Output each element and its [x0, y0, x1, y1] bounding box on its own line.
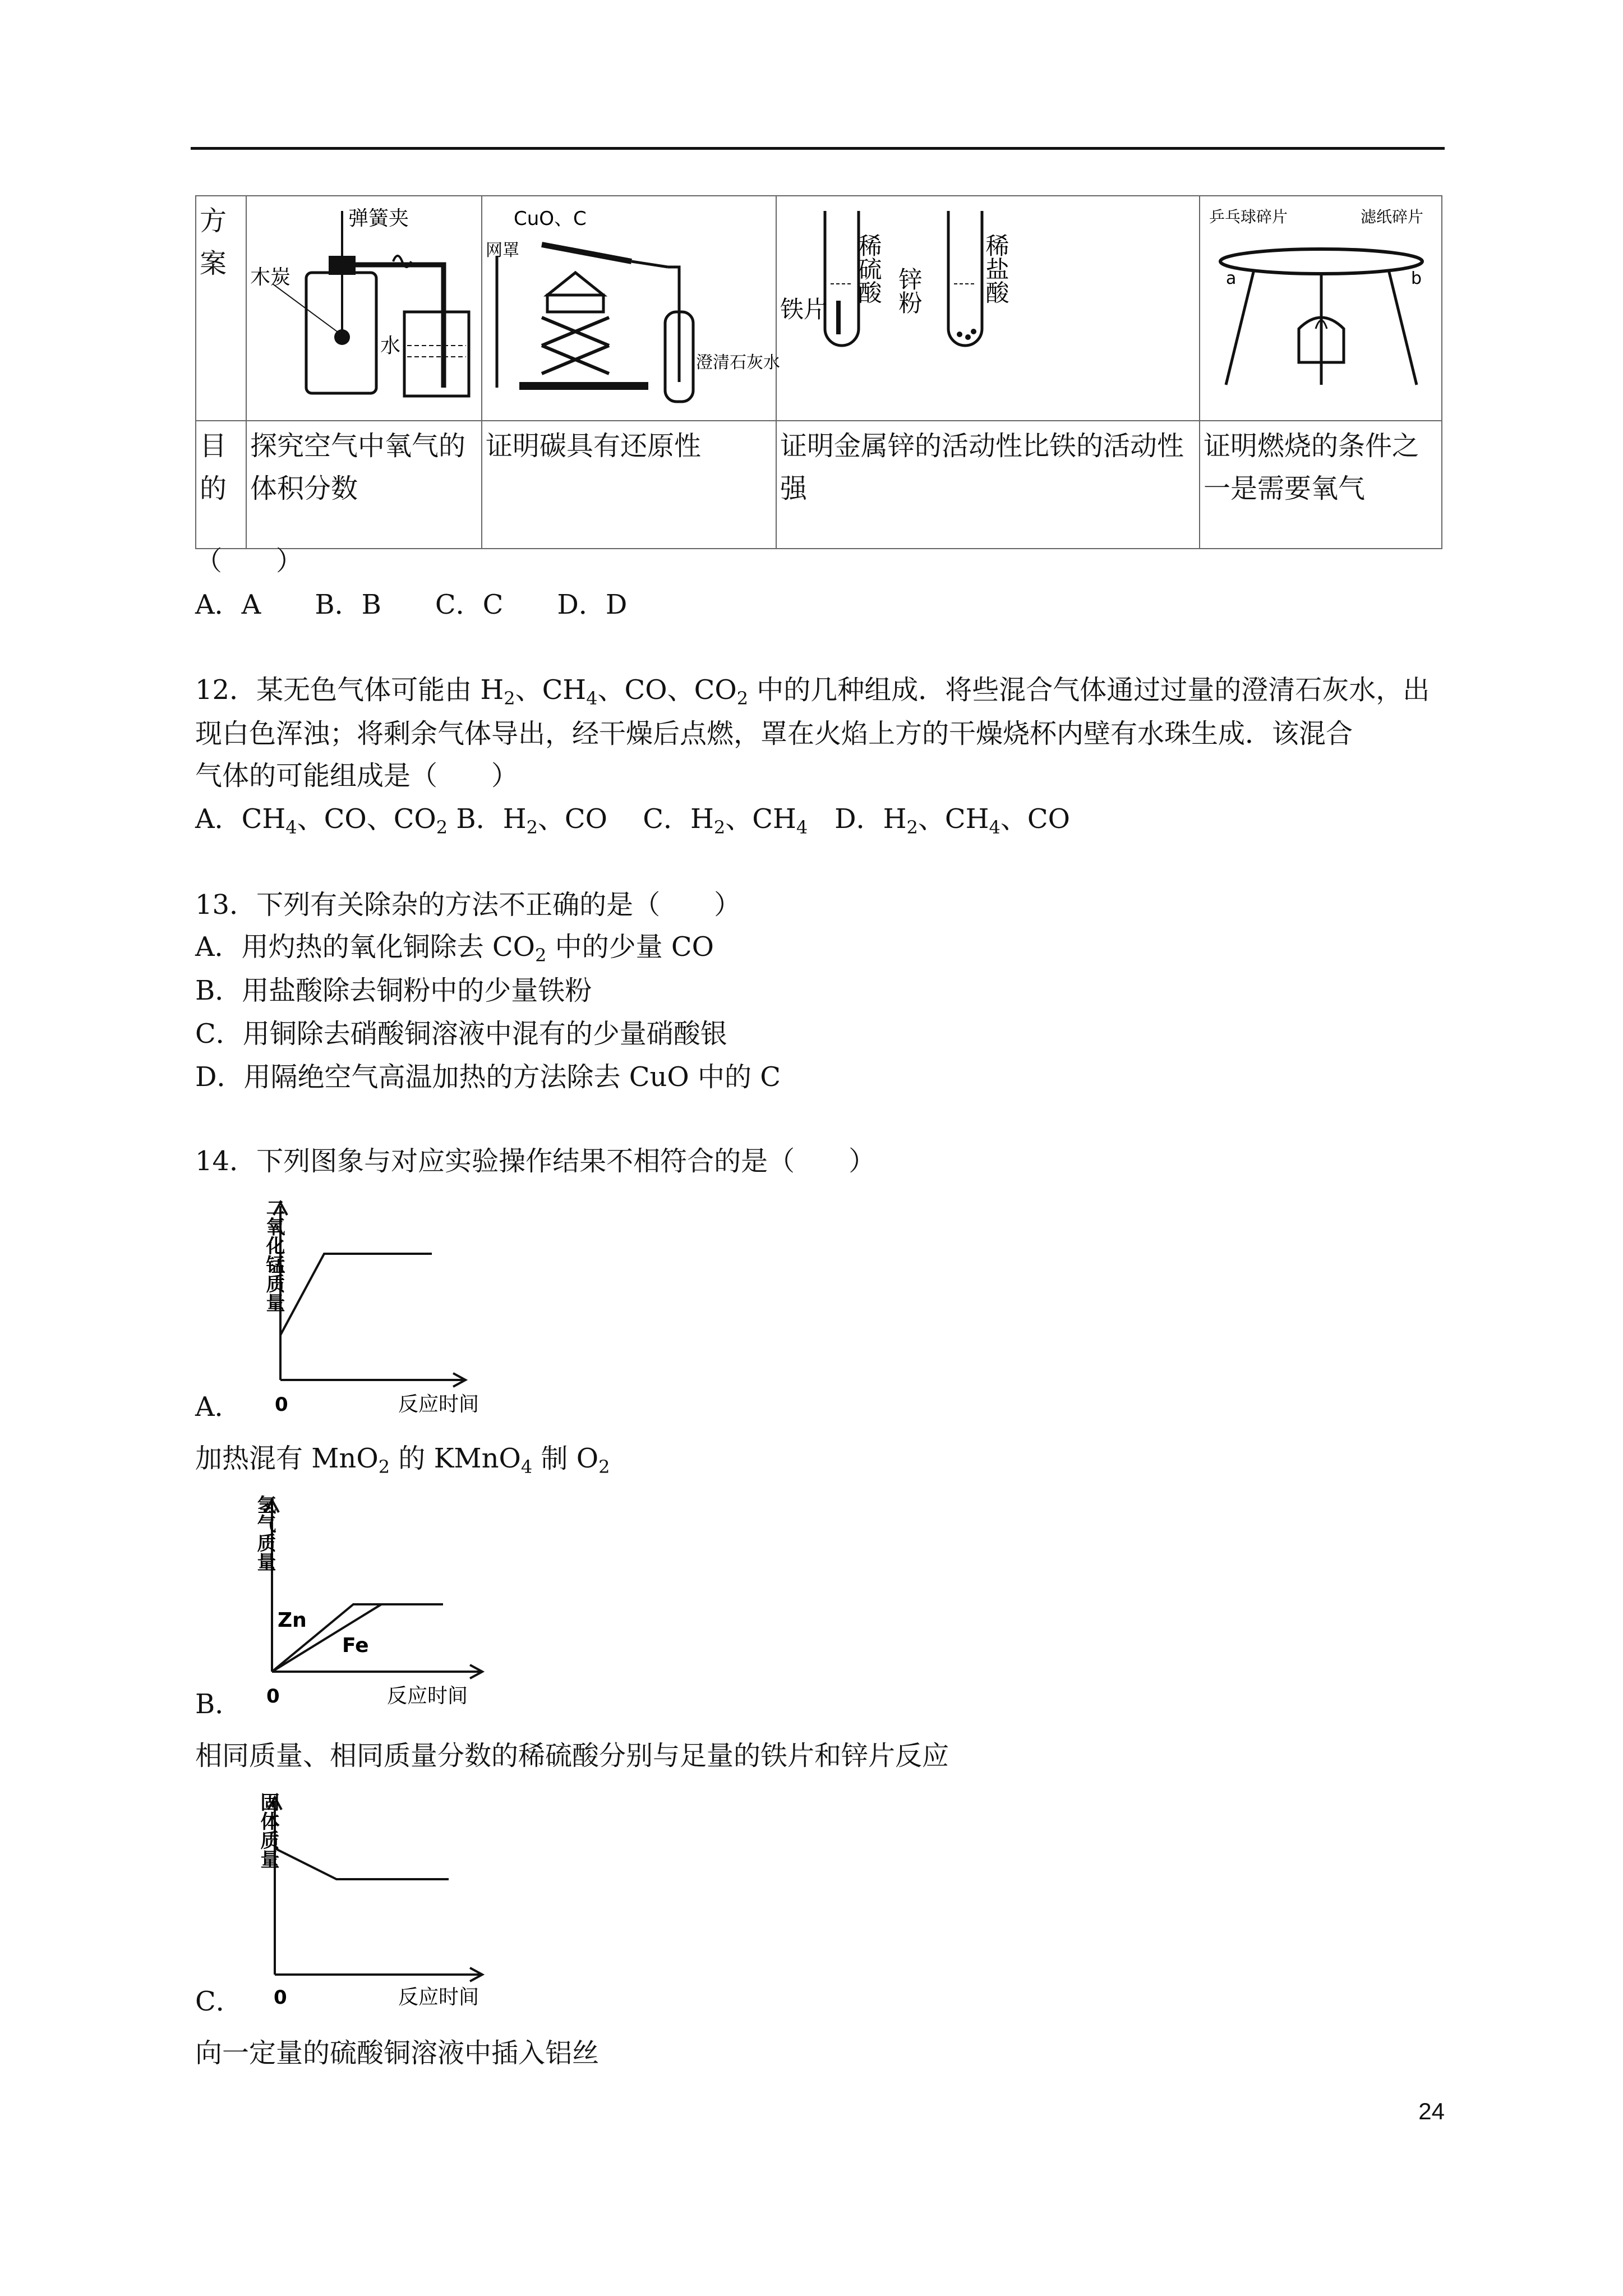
- fig-a-label-water: 水: [380, 334, 401, 357]
- graph-b-x-label: 反应时间: [387, 1685, 468, 1708]
- header-rule: [191, 147, 1445, 150]
- fig-c-label-h2so4: 稀硫酸: [855, 233, 883, 304]
- q14-b-letter: B．: [195, 1688, 242, 1720]
- q14-b-caption: 相同质量、相同质量分数的稀硫酸分别与足量的铁片和锌片反应: [195, 1740, 949, 1772]
- graph-a-curve: [280, 1254, 432, 1335]
- purpose-c: 证明金属锌的活动性比铁的活动性强: [776, 421, 1200, 549]
- fig-c-apparatus: [780, 200, 1192, 404]
- fig-c-label-zinc: 锌粉: [895, 267, 923, 314]
- q14-graph-c: [224, 1789, 538, 2019]
- q14-graph-b: [224, 1492, 538, 1722]
- fig-a-label-spring-clip: 弹簧夹: [348, 207, 409, 230]
- fig-b-cell: [482, 196, 780, 421]
- fig-d-apparatus: [1204, 200, 1439, 404]
- experiment-table: [195, 195, 1442, 549]
- purpose-a: 探究空气中氧气的体积分数: [246, 421, 482, 549]
- q14-stem: 14．下列图象与对应实验操作结果不相符合的是（ ）: [195, 1145, 876, 1177]
- fig-a-apparatus: [250, 200, 474, 404]
- graph-a-origin: 0: [275, 1393, 288, 1416]
- table-row-purpose: [196, 421, 1442, 549]
- fig-a-cell: [246, 196, 482, 421]
- fig-c-cell: [776, 196, 1200, 421]
- q13-option-b: B．用盐酸除去铜粉中的少量铁粉: [195, 975, 592, 1006]
- fig-d-label-a: a: [1226, 269, 1237, 288]
- table-row-scheme: [196, 196, 1442, 421]
- page-number: 24: [1418, 2098, 1445, 2124]
- fig-b-label-limewater: 澄清石灰水: [696, 353, 780, 372]
- graph-b-y-label: 氢气质量: [253, 1495, 276, 1571]
- q13-option-d: D．用隔绝空气高温加热的方法除去 CuO 中的 C: [195, 1061, 781, 1093]
- fig-b-label-reactants: CuO、C: [514, 208, 587, 230]
- purpose-d: 证明燃烧的条件之一是需要氧气: [1200, 421, 1442, 549]
- q13-option-a: A．用灼热的氧化铜除去 $CO_2$ 中的少量 CO: [195, 931, 714, 966]
- q14-graph-a: [224, 1195, 538, 1425]
- q12-line1: 12．某无色气体可能由 $H_2$、$CH_4$、CO、$CO_2$ 中的几种组成．将些混合气体通过过量的澄清石灰水，出: [195, 674, 1430, 709]
- q13-stem: 13．下列有关除杂的方法不正确的是（ ）: [195, 889, 741, 921]
- fig-d-label-b: b: [1411, 269, 1422, 288]
- fig-b-label-mesh: 网罩: [486, 241, 519, 260]
- graph-c-origin: 0: [274, 1986, 287, 2009]
- purpose-b: 证明碳具有还原性: [482, 421, 776, 549]
- graph-c-y-label: 固体质量: [257, 1792, 279, 1869]
- q14-a-letter: A．: [195, 1391, 242, 1423]
- fig-d-label-filter-paper: 滤纸碎片: [1361, 208, 1424, 226]
- q11-options: A．A B．B C．C D．D: [195, 589, 628, 620]
- graph-c-curve: [275, 1848, 449, 1879]
- q14-a-caption: 加热混有 MnO$_2$ 的 KMnO$_4$ 制 $O_2$: [195, 1443, 610, 1478]
- row-header-purpose: 目的: [196, 421, 246, 549]
- row-header-scheme: 方案: [196, 196, 246, 421]
- fig-a-label-charcoal: 木炭: [250, 266, 291, 289]
- fig-b-apparatus: [486, 200, 780, 404]
- q12-line3: 气体的可能组成是（ ）: [195, 760, 519, 792]
- q13-option-c: C．用铜除去硝酸铜溶液中混有的少量硝酸银: [195, 1018, 727, 1050]
- graph-a-y-label: 二氧化锰质量: [262, 1198, 285, 1312]
- fig-c-label-hcl: 稀盐酸: [982, 233, 1010, 304]
- q11-paren: （ ）: [195, 545, 303, 577]
- graph-b-label-fe: Fe: [342, 1634, 369, 1657]
- graph-a-x-label: 反应时间: [398, 1393, 479, 1416]
- fig-d-cell: [1200, 196, 1442, 421]
- q14-c-caption: 向一定量的硫酸铜溶液中插入铝丝: [195, 2037, 600, 2069]
- graph-c-x-label: 反应时间: [398, 1986, 479, 2009]
- graph-b-label-zn: Zn: [278, 1609, 307, 1632]
- graph-b-origin: 0: [266, 1685, 280, 1708]
- fig-d-label-pingpong: 乒乓球碎片: [1209, 208, 1288, 226]
- q12-line2: 现白色浑浊；将剩余气体导出，经干燥后点燃，罩在火焰上方的干燥烧杯内壁有水珠生成．该混合: [195, 718, 1353, 749]
- q12-options: A．$CH_4$、CO、$CO_2$ B．$H_2$、CO C．$H_2$、$CH_4$ D．$H_2$、$CH_4$、CO: [195, 803, 1070, 838]
- q14-c-letter: C．: [195, 1986, 243, 2017]
- fig-c-label-iron: 铁片: [780, 296, 828, 323]
